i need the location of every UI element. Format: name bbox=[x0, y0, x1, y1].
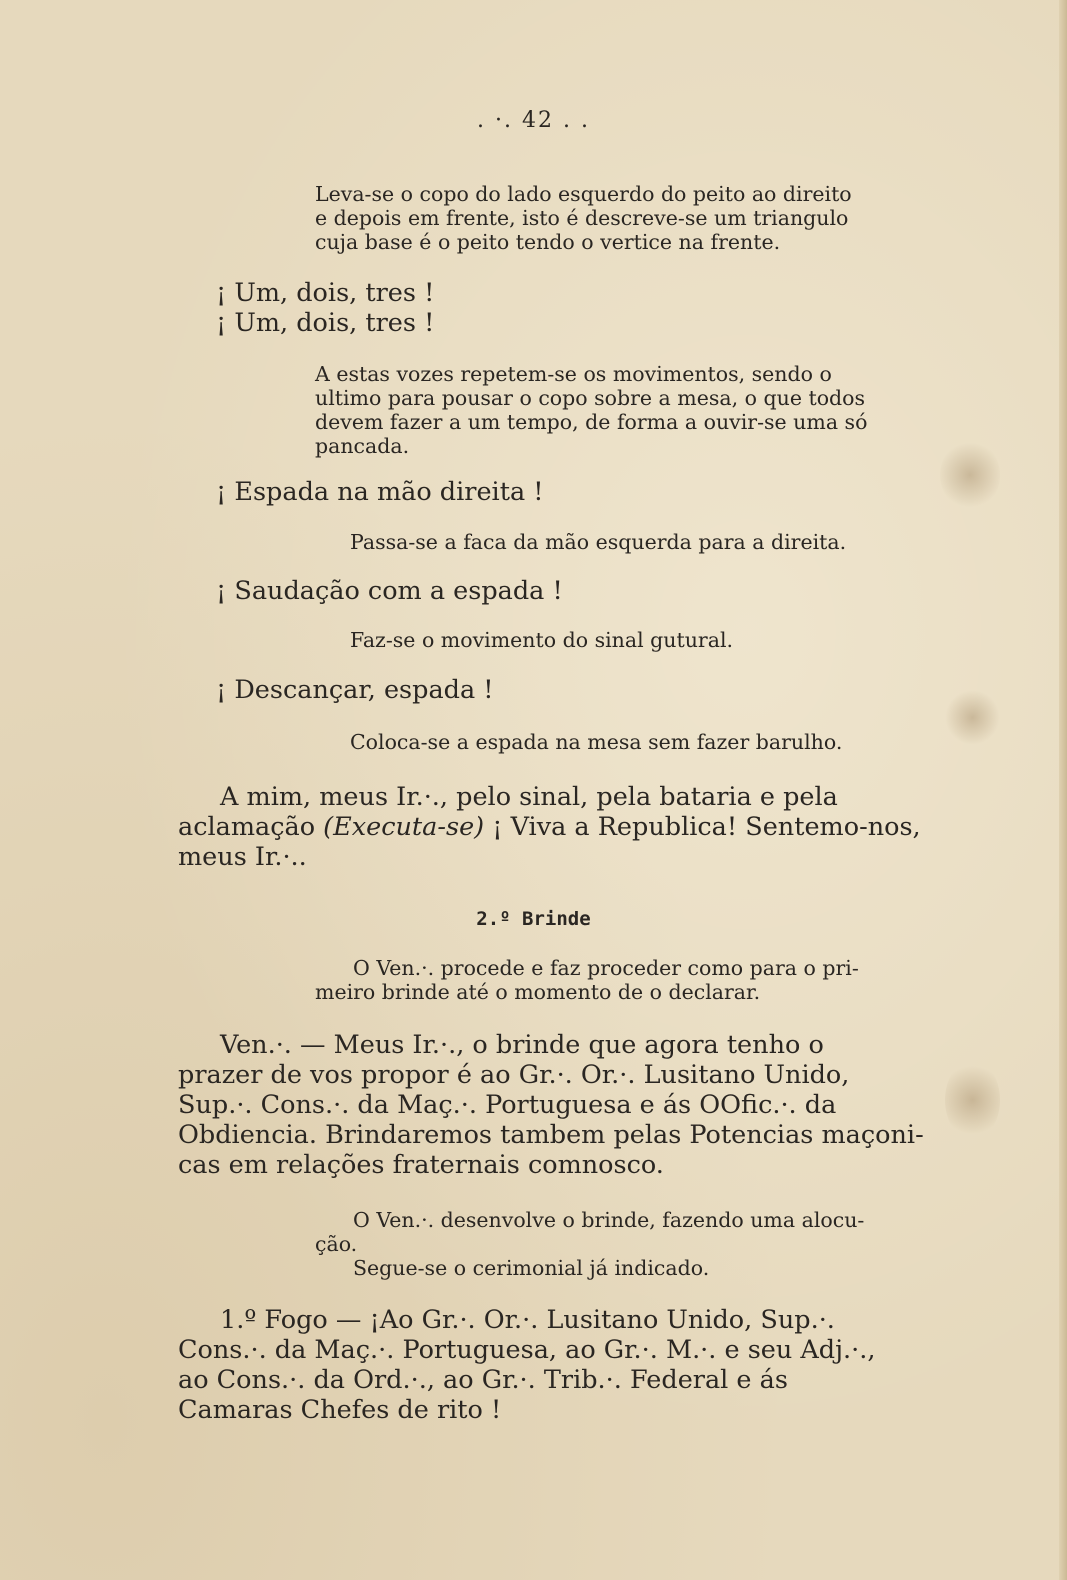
text-line: meiro brinde até o momento de o declarar. bbox=[315, 980, 761, 1004]
text-line: ao Cons.·. da Ord.·., ao Gr.·. Trib.·. Federal e ás bbox=[178, 1365, 788, 1395]
instruction-paragraph bbox=[315, 362, 925, 458]
text-line: prazer de vos propor é ao Gr.·. Or.·. Lusitano Unido, bbox=[178, 1060, 850, 1090]
text-line: pancada. bbox=[315, 434, 410, 458]
page-number: . ·. 42 . . bbox=[477, 108, 590, 133]
command-line: ¡ Um, dois, tres ! bbox=[216, 308, 435, 338]
text-line: ção. bbox=[315, 1232, 358, 1256]
text-line: Leva-se o copo do lado esquerdo do peito ao direito bbox=[315, 182, 852, 206]
text-line: Obdiencia. Brindaremos tambem pelas Potencias maçoni- bbox=[178, 1120, 924, 1150]
instruction-line: Faz-se o movimento do sinal gutural. bbox=[350, 628, 734, 652]
page-edge bbox=[1059, 0, 1067, 1580]
text-line: Cons.·. da Maç.·. Portuguesa, ao Gr.·. M.·. e seu Adj.·., bbox=[178, 1335, 876, 1365]
command-line: ¡ Espada na mão direita ! bbox=[216, 477, 544, 507]
text-line: 1.º Fogo — ¡Ao Gr.·. Or.·. Lusitano Unido, Sup.·. bbox=[220, 1305, 835, 1335]
instruction-paragraph bbox=[315, 1208, 925, 1280]
stage-direction: (Executa-se) bbox=[323, 812, 485, 842]
text-line: Segue-se o cerimonial já indicado. bbox=[353, 1256, 710, 1280]
speech-paragraph bbox=[178, 1305, 928, 1425]
speech-paragraph bbox=[178, 782, 928, 872]
command-line: ¡ Saudação com a espada ! bbox=[216, 576, 563, 606]
text-line: Ven.·. — Meus Ir.·., o brinde que agora tenho o bbox=[220, 1030, 824, 1060]
text-line: devem fazer a um tempo, de forma a ouvir-se uma só bbox=[315, 410, 868, 434]
text-line: O Ven.·. desenvolve o brinde, fazendo uma alocu- bbox=[353, 1208, 865, 1232]
paper-stain bbox=[945, 1060, 1000, 1140]
paper-stain bbox=[940, 440, 1000, 510]
text-span: aclamação bbox=[178, 812, 324, 842]
text-line: ultimo para pousar o copo sobre a mesa, o que todos bbox=[315, 386, 866, 410]
paper-stain bbox=[945, 690, 1000, 745]
text-line bbox=[178, 812, 928, 842]
text-line: Camaras Chefes de rito ! bbox=[178, 1395, 502, 1425]
text-line: A mim, meus Ir.·., pelo sinal, pela bataria e pela bbox=[220, 782, 838, 812]
instruction-line: Coloca-se a espada na mesa sem fazer barulho. bbox=[350, 730, 843, 754]
instruction-paragraph bbox=[315, 182, 925, 254]
text-span: ¡ Viva a Republica! Sentemo-nos, bbox=[484, 812, 921, 842]
speech-paragraph bbox=[178, 1030, 928, 1180]
text-line: Sup.·. Cons.·. da Maç.·. Portuguesa e ás OOfic.·. da bbox=[178, 1090, 837, 1120]
text-line: A estas vozes repetem-se os movimentos, sendo o bbox=[315, 362, 832, 386]
section-heading: 2.º Brinde bbox=[476, 908, 591, 930]
instruction-paragraph bbox=[315, 956, 925, 1004]
instruction-line: Passa-se a faca da mão esquerda para a direita. bbox=[350, 530, 847, 554]
text-line: meus Ir.·.. bbox=[178, 842, 307, 872]
text-line: cas em relações fraternais comnosco. bbox=[178, 1150, 664, 1180]
text-line: cuja base é o peito tendo o vertice na frente. bbox=[315, 230, 781, 254]
text-line: O Ven.·. procede e faz proceder como para o pri- bbox=[353, 956, 859, 980]
command-line: ¡ Um, dois, tres ! bbox=[216, 278, 435, 308]
command-line: ¡ Descançar, espada ! bbox=[216, 675, 494, 705]
text-line: e depois em frente, isto é descreve-se um triangulo bbox=[315, 206, 849, 230]
